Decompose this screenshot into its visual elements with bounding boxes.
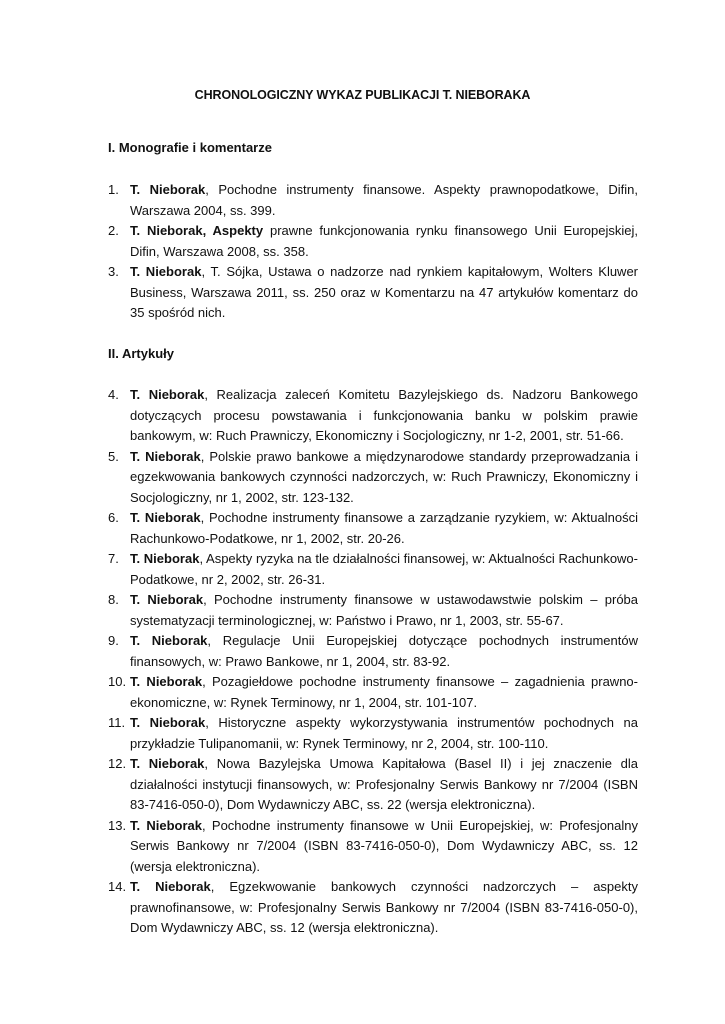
item-author: T. Nieborak (130, 448, 201, 464)
item-separator: , (205, 715, 209, 730)
item-text: Aspekty ryzyka na tle działalności finansowej, w: Aktualności Rachunkowo-Podatkowe, nr 2, 2002, str. 26-31. (130, 551, 638, 587)
list-artykuly (108, 385, 638, 939)
item-number: 12. (108, 756, 127, 771)
list-item (108, 590, 638, 631)
list-item (108, 631, 638, 672)
item-number: 5. (108, 448, 119, 464)
item-text: Historyczne aspekty wykorzystywania instrumentów pochodnych na przykładzie Tulipanomanii, w: Rynek Terminowy, nr 2, 2004, str. 100-110. (130, 715, 638, 751)
item-separator: , (202, 817, 206, 833)
list-item (108, 549, 638, 590)
item-number: 10. (108, 674, 127, 689)
list-monografie (108, 180, 638, 324)
item-separator: , (204, 387, 208, 402)
section-heading-monografie: I. Monografie i komentarze (108, 140, 272, 155)
item-number: 4. (108, 387, 119, 402)
list-item (108, 180, 638, 221)
item-number: 6. (108, 510, 119, 525)
item-number: 14. (108, 879, 127, 894)
item-text: T. Sójka, Ustawa o nadzorze nad rynkiem kapitałowym, Wolters Kluwer Business, Warszawa 2011, ss. 250 oraz w Komentarzu na 47 artykułów komentarz do 35 spośród nich. (130, 264, 639, 320)
item-text: Pochodne instrumenty finansowe w ustawodawstwie polskim – próba systematyzacji terminologicznej, w: Państwo i Prawo, nr 1, 2003, str. 55-67. (130, 592, 639, 628)
list-item (108, 508, 638, 549)
item-separator: , (210, 879, 215, 894)
item-author: T. Nieborak (130, 510, 201, 525)
section-heading-artykuly: II. Artykuły (108, 346, 174, 361)
item-separator: , (203, 592, 207, 607)
item-separator: , (199, 551, 204, 566)
item-text: Pozagiełdowe pochodne instrumenty finansowe – zagadnienia prawno-ekonomiczne, w: Rynek Terminowy, nr 1, 2004, str. 101-107. (130, 674, 638, 710)
item-author: T. Nieborak (130, 817, 203, 833)
list-item (108, 877, 638, 939)
item-text: prawne funkcjonowania rynku finansowego Unii Europejskiej, Difin, Warszawa 2008, ss. 358. (130, 223, 638, 259)
item-text: Polskie prawo bankowe a międzynarodowe standardy przeprowadzania i egzekwowania bankowych czynności nadzorczych, w: Ruch Prawniczy, Ekonomiczny i Socjologiczny, nr 1, 2002, str. 123-132. (130, 448, 638, 505)
item-author: T. Nieborak (130, 592, 204, 607)
list-item (108, 385, 638, 447)
item-number: 13. (108, 817, 127, 833)
item-number: 11. (108, 715, 126, 730)
item-text: Nowa Bazylejska Umowa Kapitałowa (Basel II) i jej znaczenie dla działalności instytucji finansowych, w: Profesjonalny Serwis Bankowy nr 7/2004 (ISBN 83-7416-050-0), Dom Wydawniczy ABC, ss. 22 (wersja elektroniczna). (130, 756, 638, 812)
item-text: Pochodne instrumenty finansowe a zarządzanie ryzykiem, w: Aktualności Rachunkowo-Podatkowe, nr 1, 2002, str. 20-26. (130, 510, 638, 546)
item-text: Egzekwowanie bankowych czynności nadzorczych – aspekty prawnofinansowe, w: Profesjonalny Serwis Bankowy nr 7/2004 (ISBN 83-7416-050-0), Dom Wydawniczy ABC, ss. 12 (wersja elektroniczna). (130, 879, 638, 935)
item-author: T. Nieborak (130, 633, 208, 648)
list-item (108, 713, 638, 754)
item-separator: , (200, 448, 205, 464)
item-text: Regulacje Unii Europejskiej dotyczące pochodnych instrumentów finansowych, w: Prawo Bankowe, nr 1, 2004, str. 83-92. (130, 633, 638, 669)
list-item (108, 754, 638, 816)
item-separator: , (205, 182, 209, 197)
item-author: T. Nieborak (130, 182, 206, 197)
list-item (108, 447, 638, 509)
item-number: 3. (108, 264, 119, 279)
item-text: Pochodne instrumenty finansowe w Unii Europejskiej, w: Profesjonalny Serwis Bankowy nr 7/2004 (ISBN 83-7416-050-0), Dom Wydawniczy ABC, ss. 12 (wersja elektroniczna). (130, 817, 638, 874)
item-author: T. Nieborak (130, 674, 203, 689)
item-number: 8. (108, 592, 119, 607)
item-separator: , (200, 510, 205, 525)
item-number: 2. (108, 223, 119, 238)
item-author: T. Nieborak (130, 756, 205, 771)
item-number: 1. (108, 182, 119, 197)
item-text: Realizacja zaleceń Komitetu Bazylejskiego ds. Nadzoru Bankowego dotyczących procesu powstawania i funkcjonowania banku w polskim prawie bankowym, w: Ruch Prawniczy, Ekonomiczny i Socjologiczny, nr 1-2, 2001, str. 51-66. (130, 387, 638, 443)
list-item (108, 262, 638, 324)
item-author: T. Nieborak (130, 879, 211, 894)
item-separator: , (207, 633, 212, 648)
item-number: 7. (108, 551, 119, 566)
document-title: CHRONOLOGICZNY WYKAZ PUBLIKACJI T. NIEBORAKA (194, 88, 531, 102)
item-separator: , (204, 756, 209, 771)
item-author: T. Nieborak (130, 223, 203, 238)
item-separator: , (202, 674, 206, 689)
item-text: Pochodne instrumenty finansowe. Aspekty prawnopodatkowe, Difin, Warszawa 2004, ss. 399. (130, 182, 638, 218)
item-author: T. Nieborak (130, 715, 206, 730)
item-separator: , Aspekty (202, 223, 264, 238)
list-item (108, 816, 638, 878)
item-separator: , (201, 264, 206, 279)
item-author: T. Nieborak (130, 387, 205, 402)
item-author: T. Nieborak (130, 551, 200, 566)
item-author: T. Nieborak (130, 264, 202, 279)
list-item (108, 672, 638, 713)
list-item (108, 221, 638, 262)
item-number: 9. (108, 633, 119, 648)
